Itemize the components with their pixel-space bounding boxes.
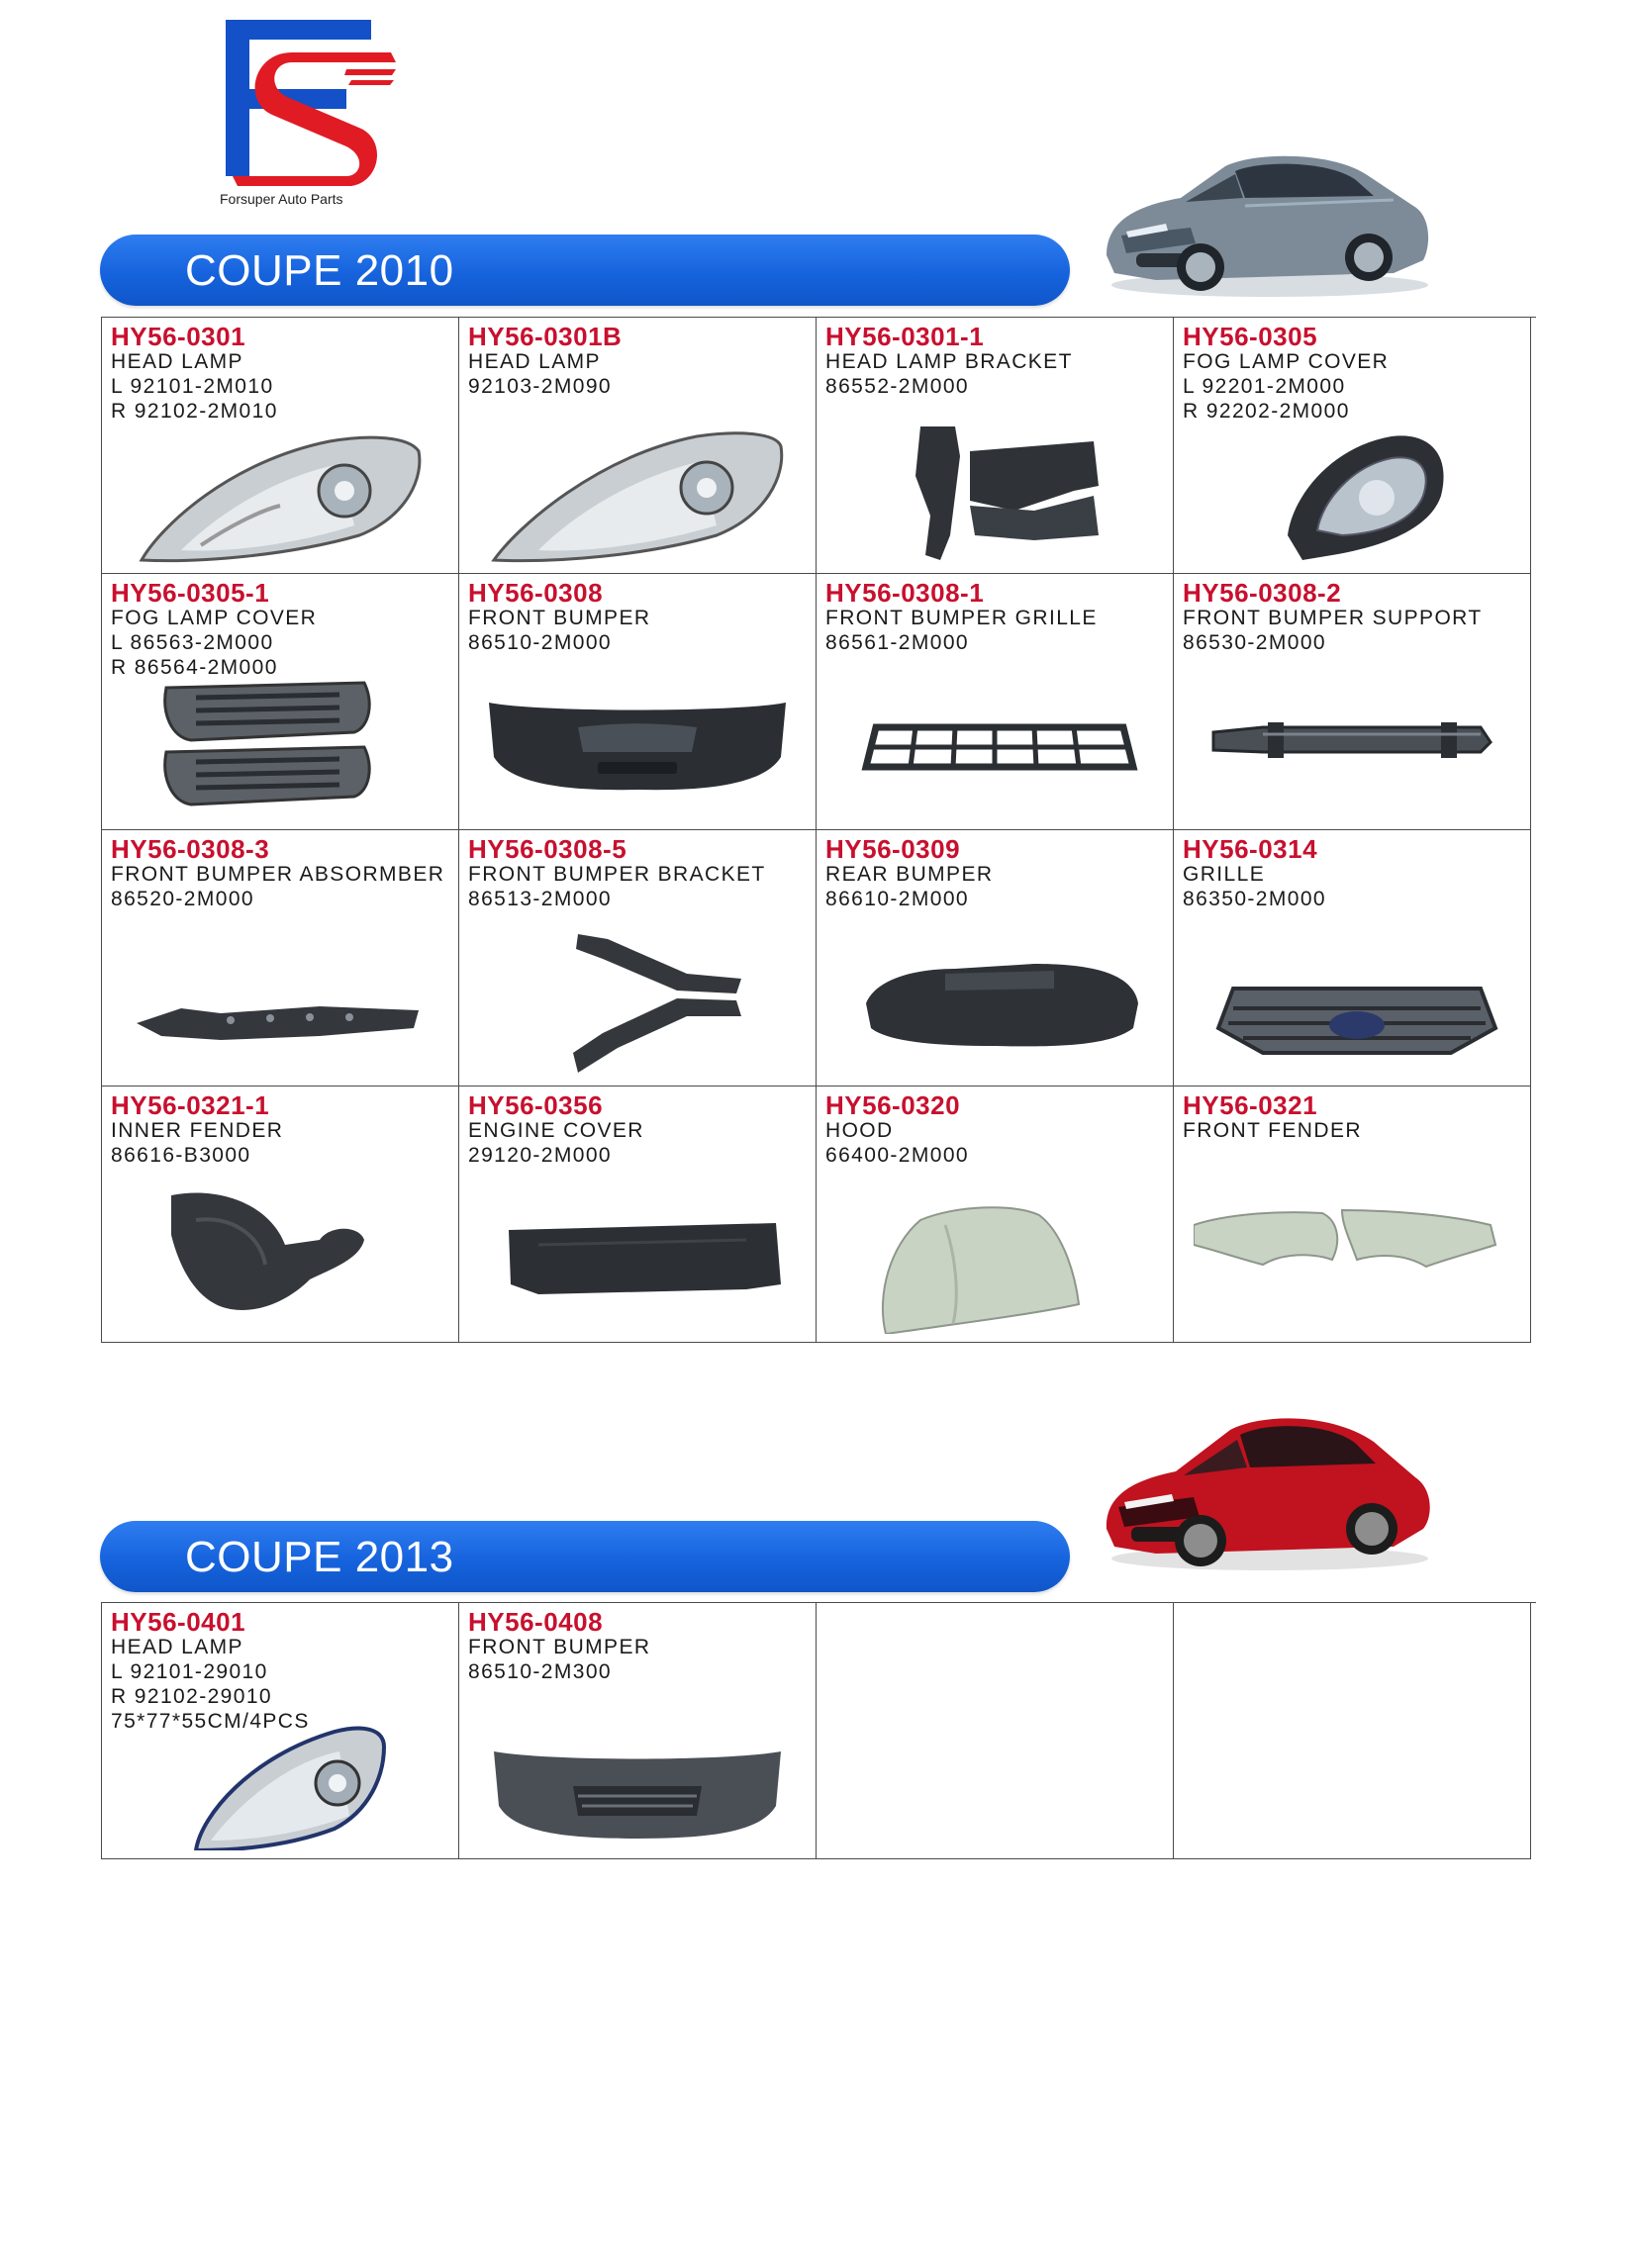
- part-card: [102, 574, 459, 830]
- oem-number: L 92101-2M010: [111, 375, 274, 398]
- front-bumper-support-image: [1194, 673, 1510, 821]
- part-code: HY56-0308-3: [111, 834, 270, 864]
- section-banner-coupe-2013: [100, 1521, 1070, 1592]
- part-code: HY56-0401: [111, 1607, 246, 1637]
- parts-grid-coupe-2010: [101, 317, 1536, 1343]
- part-name: ENGINE COVER: [468, 1119, 644, 1142]
- section-banner-coupe-2010: [100, 235, 1070, 306]
- part-name: GRILLE: [1183, 863, 1266, 886]
- oem-number: 86510-2M300: [468, 1660, 612, 1683]
- part-card: [459, 1603, 817, 1859]
- part-code: HY56-0301-1: [825, 322, 985, 351]
- part-name: FOG LAMP COVER: [1183, 350, 1390, 373]
- part-code: HY56-0408: [468, 1607, 604, 1637]
- oem-number: 86616-B3000: [111, 1144, 251, 1167]
- front-bumper-bracket-image: [479, 929, 796, 1078]
- part-name: REAR BUMPER: [825, 863, 994, 886]
- part-name: FRONT BUMPER SUPPORT: [1183, 607, 1483, 629]
- part-name: INNER FENDER: [111, 1119, 284, 1142]
- part-code: HY56-0314: [1183, 834, 1318, 864]
- front-bumper-image: [479, 673, 796, 821]
- section-title: COUPE 2010: [185, 246, 454, 295]
- part-card: [1174, 830, 1531, 1087]
- part-code: HY56-0309: [825, 834, 961, 864]
- part-card: [102, 1603, 459, 1859]
- part-card: [817, 574, 1174, 830]
- parts-grid-coupe-2013: [101, 1602, 1536, 1859]
- oem-number: L 92101-29010: [111, 1660, 268, 1683]
- part-name: HOOD: [825, 1119, 894, 1142]
- part-card: [459, 318, 817, 574]
- part-code: HY56-0321-1: [111, 1090, 270, 1120]
- part-card: [102, 318, 459, 574]
- part-card: [1174, 574, 1531, 830]
- part-card: [1174, 318, 1531, 574]
- part-card: [102, 830, 459, 1087]
- head-lamp-image: [479, 417, 796, 565]
- rear-bumper-image: [836, 929, 1153, 1078]
- part-name: FRONT BUMPER: [468, 607, 651, 629]
- part-card: [817, 318, 1174, 574]
- part-card-empty: [817, 1603, 1174, 1859]
- hood-image: [836, 1185, 1153, 1334]
- oem-number: R 86564-2M000: [111, 656, 278, 679]
- oem-number: L 92201-2M000: [1183, 375, 1346, 398]
- fog-lamp-cover-image: [1194, 417, 1510, 565]
- part-code: HY56-0356: [468, 1090, 604, 1120]
- part-card: [817, 1087, 1174, 1343]
- company-name: Forsuper Auto Parts: [220, 191, 343, 207]
- oem-number: 86513-2M000: [468, 888, 612, 910]
- oem-number: L 86563-2M000: [111, 631, 274, 654]
- part-card: [459, 830, 817, 1087]
- oem-number: R 92102-29010: [111, 1685, 272, 1708]
- oem-number: 86561-2M000: [825, 631, 969, 654]
- part-code: HY56-0301B: [468, 322, 623, 351]
- part-code: HY56-0305-1: [111, 578, 270, 608]
- part-code: HY56-0308: [468, 578, 604, 608]
- part-card: [459, 574, 817, 830]
- forsuper-logo-icon: [198, 18, 396, 216]
- oem-number: 92103-2M090: [468, 375, 612, 398]
- part-name: FRONT BUMPER: [468, 1636, 651, 1658]
- head-lamp-image: [122, 417, 438, 565]
- oem-number: 66400-2M000: [825, 1144, 969, 1167]
- part-card-empty: [1174, 1603, 1531, 1859]
- front-fender-image: [1194, 1185, 1510, 1334]
- part-code: HY56-0308-2: [1183, 578, 1342, 608]
- part-code: HY56-0308-1: [825, 578, 985, 608]
- oem-number: 86350-2M000: [1183, 888, 1326, 910]
- oem-number: 86510-2M000: [468, 631, 612, 654]
- oem-number: R 92102-2M010: [111, 400, 278, 423]
- coupe-2010-car-image: [1097, 137, 1433, 305]
- section-title: COUPE 2013: [185, 1533, 454, 1581]
- part-card: [459, 1087, 817, 1343]
- head-lamp-bracket-image: [836, 417, 1153, 565]
- part-name: HEAD LAMP: [111, 350, 243, 373]
- front-bumper-image: [479, 1702, 796, 1850]
- part-name: FRONT BUMPER GRILLE: [825, 607, 1098, 629]
- oem-number: 86552-2M000: [825, 375, 969, 398]
- oem-number: 86530-2M000: [1183, 631, 1326, 654]
- part-name: HEAD LAMP: [468, 350, 601, 373]
- part-code: HY56-0321: [1183, 1090, 1318, 1120]
- part-name: FRONT FENDER: [1183, 1119, 1362, 1142]
- oem-number: R 92202-2M000: [1183, 400, 1350, 423]
- part-code: HY56-0308-5: [468, 834, 627, 864]
- oem-number: 29120-2M000: [468, 1144, 612, 1167]
- inner-fender-image: [122, 1185, 438, 1334]
- part-name: FRONT BUMPER BRACKET: [468, 863, 766, 886]
- grille-image: [1194, 929, 1510, 1078]
- oem-number: 86610-2M000: [825, 888, 969, 910]
- packing-size: 75*77*55CM/4PCS: [111, 1710, 310, 1733]
- part-name: HEAD LAMP: [111, 1636, 243, 1658]
- fog-lamp-cover-image: [122, 673, 438, 821]
- part-card: [102, 1087, 459, 1343]
- front-bumper-grille-image: [836, 673, 1153, 821]
- part-name: FRONT BUMPER ABSORMBER: [111, 863, 445, 886]
- part-name: HEAD LAMP BRACKET: [825, 350, 1073, 373]
- oem-number: 86520-2M000: [111, 888, 254, 910]
- engine-cover-image: [479, 1185, 796, 1334]
- front-bumper-absorber-image: [122, 929, 438, 1078]
- part-code: HY56-0305: [1183, 322, 1318, 351]
- head-lamp-image: [122, 1702, 438, 1850]
- part-code: HY56-0301: [111, 322, 246, 351]
- part-card: [817, 830, 1174, 1087]
- part-name: FOG LAMP COVER: [111, 607, 318, 629]
- part-code: HY56-0320: [825, 1090, 961, 1120]
- part-card: [1174, 1087, 1531, 1343]
- coupe-2013-car-image: [1097, 1400, 1433, 1578]
